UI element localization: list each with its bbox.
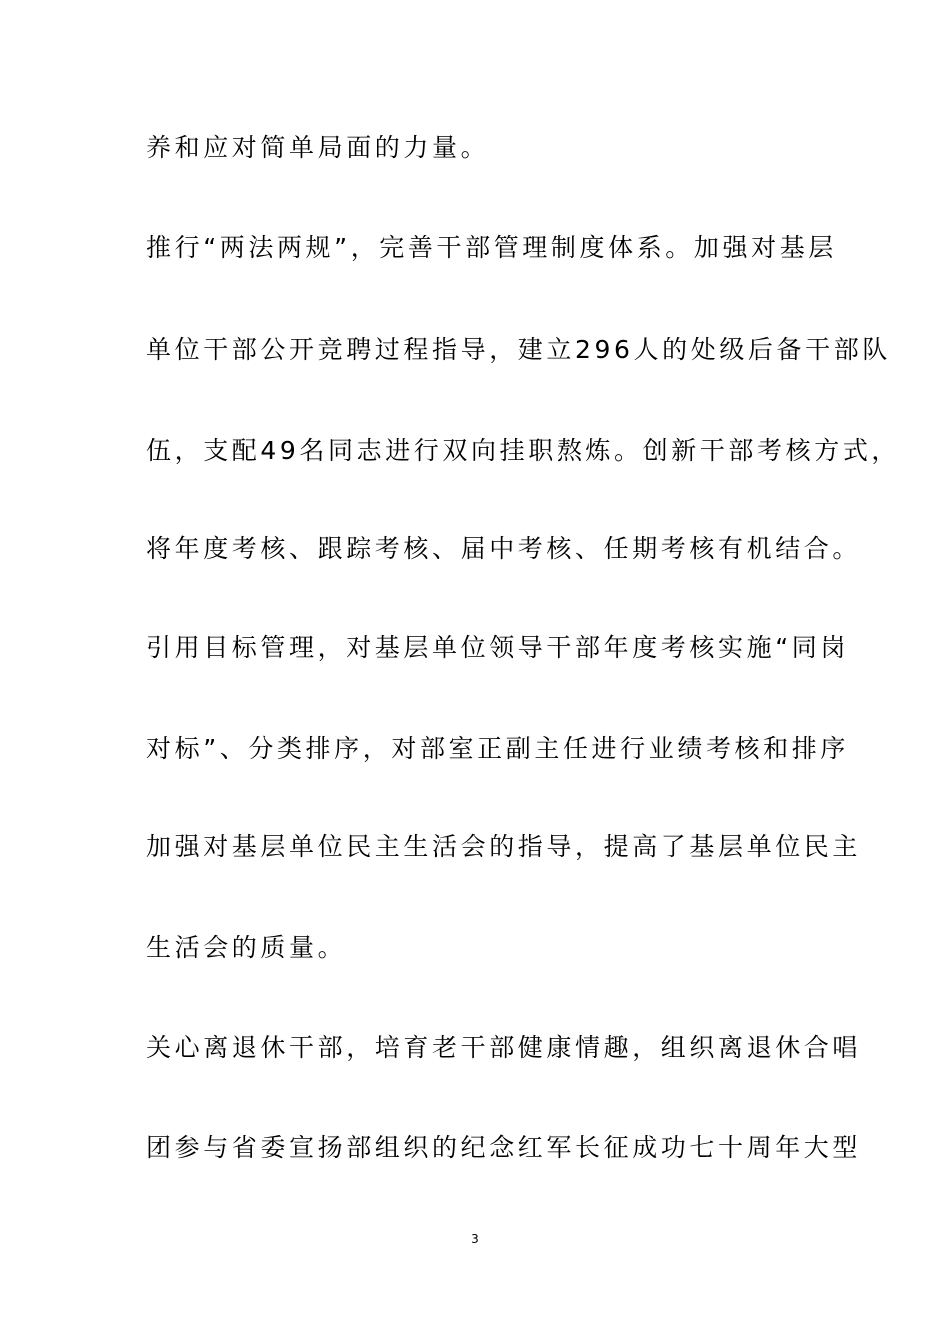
text-line-8: 加强对基层单位民主生活会的指导，提高了基层单位民主 <box>146 832 862 861</box>
text-line-6: 引用目标管理，对基层单位领导干部年度考核实施“同岗 <box>146 633 849 662</box>
text-line-11: 团参与省委宣扬部组织的纪念红军长征成功七十周年大型 <box>146 1133 862 1162</box>
text-line-9: 生活会的质量。 <box>146 933 347 962</box>
text-line-3: 单位干部公开竞聘过程指导，建立296人的处级后备干部队 <box>146 335 891 364</box>
page-number: 3 <box>471 1232 479 1246</box>
text-line-4: 伍，支配49名同志进行双向挂职熬炼。创新干部考核方式， <box>146 436 901 465</box>
text-line-2: 推行“两法两规”，完善干部管理制度体系。加强对基层 <box>146 233 837 262</box>
text-line-7: 对标”、分类排序，对部室正副主任进行业绩考核和排序 <box>146 734 849 763</box>
text-line-1: 养和应对简单局面的力量。 <box>146 133 490 162</box>
text-line-10: 关心离退休干部，培育老干部健康情趣，组织离退休合唱 <box>146 1033 862 1062</box>
text-line-5: 将年度考核、跟踪考核、届中考核、任期考核有机结合。 <box>146 534 862 563</box>
